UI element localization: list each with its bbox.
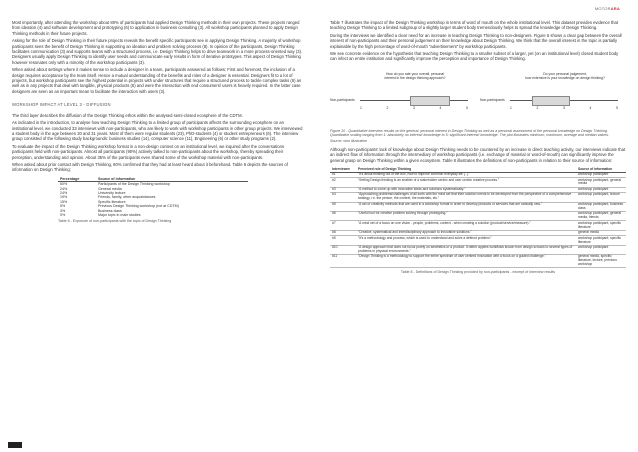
table-row <box>330 178 626 187</box>
figure-boxplots <box>330 68 626 128</box>
table-cell: 60% <box>60 182 68 187</box>
table-cell: "Design Thinking is a methodology to support the entire spectrum of user centred innovation with a focus on a guided challenge." <box>356 255 576 268</box>
table-cell: #5 <box>330 202 356 211</box>
table-cell: 5% <box>60 204 66 209</box>
figure-source: Source: own illustration <box>330 138 368 143</box>
table-cell: general media <box>576 230 626 236</box>
table-6-caption: Table 6 - Exposure of non-participants with the topic of Design Thinking <box>58 219 172 224</box>
paragraph: When asked about settings where it makes sense to include a designer in a team, participants answered as follows: First and foremost, the inclusion of a design requires acceptance by the team itself. Hence a mutual understanding of the benefits and roles of a designer is essential. Designers fit to a lot of projects, but workshop participants see the highest potential in projects with under structures that require a structured process to tackle complex tasks (6) as well as in any projects that deal with tangible, physical products (6) and were the interaction with end consumers/ users is heavily required. In the latter case designers are seen as an important mean to facilitate the interaction with users (3). <box>12 67 302 94</box>
table-row <box>330 202 626 211</box>
column-header: Interviewee <box>330 167 356 172</box>
table-row <box>58 213 248 217</box>
table-cell: workshop participant <box>576 245 626 254</box>
table-cell: workshop participant <box>576 187 626 193</box>
header-prefix: MOTOR <box>594 6 611 11</box>
row-label: Non-participants <box>480 97 505 102</box>
table-cell: #1 <box>330 172 356 178</box>
table-cell: #3 <box>330 187 356 193</box>
table-row <box>330 193 626 202</box>
paragraph: We see concrete evidence on the hypothesis that teaching Design Thinking to a smaller subset of a larger, yet (on an institutional level) closed student body can infect an entire institution and significantly improve the perception and importance of Design Thinking. <box>330 51 619 62</box>
table-cell: Specific literature <box>98 199 126 204</box>
panel-title-line: how extensive is your knowledge on design thinking? <box>525 75 605 80</box>
tick-label: 4 <box>439 105 442 110</box>
paragraph: When asked about prior contact with Design Thinking, 80% confirmed that they had at least heard about it beforehand. Table 6 depicts the sources of information on Design Thinking: <box>12 161 288 173</box>
tick-label: 3 <box>413 105 415 110</box>
table-cell: 0% <box>60 213 66 217</box>
table-cell: "Setting Design thinking is an enabler of a stakeholder centric and user centric creative process." <box>356 178 576 187</box>
table-cell: 19% <box>60 195 68 200</box>
table-cell: University lecture <box>98 190 126 195</box>
table-cell: #6 <box>330 212 356 221</box>
table-cell: Previous Design Thinking workshop (not at CDTM) <box>98 204 179 209</box>
table-8-caption: Table 8 - Definitions of Design Thinking provided by non-participants - excerpt of interview results <box>400 270 556 275</box>
row-label: Non-participants <box>330 97 355 102</box>
paragraph: Asking for the role of Design Thinking in their future projects reveals the benefit specific participants see in applying Design Thinking. A majority of workshop participants sees the benefit of Design Thinking in supporting an ideation and problem solving process (8). In opinion of the participants, Design Thinking facilitates communication (3) and supports teams with a structured process, i.e. Design Thinking helps to drive teamwork in a more process-oriented way (3). Designers usually apply Design Thinking to identify user needs and communicate early results in form of iterative prototypes. This aspect of Design Thinking however resonates only with a minority of the workshop participants (3). <box>12 38 303 65</box>
table-cell: Participants of the Design Thinking workshop <box>98 182 170 187</box>
left-column <box>12 20 304 224</box>
paragraph: The third layer describes the diffusion of the Design Thinking ethos within the analysed semi-closed ecosphere of the CDTM. <box>12 112 243 118</box>
table-cell: Major topic in main studies <box>98 213 141 217</box>
table-cell: #4 <box>330 193 356 202</box>
table-cell: "A design approach that does not focus purely on aesthetics or a product. It rather applies workflows known from design schools to several types of problems in physical environments." <box>356 245 576 254</box>
header-suffix: ARA <box>610 6 620 11</box>
table-cell: "A method to come up with innovative ideas and solutions systematically." <box>356 187 576 193</box>
table-cell: general media, specific literature, lecture, previous workshop <box>576 255 626 268</box>
paragraph: To evaluate the impact of the Design Thinking workshop format in a non-design context on an institutional level, we inquired after the conversations participants held with non-participants. Almost all participants (90%) actively talked to non-participants about the workshop, thereby spreading their perception, understanding and opinion. About 35% of the participants even shared some of the workshop material with non-participants. <box>12 143 285 160</box>
table-cell: "Creative, systematical and interdisciplinary approach to innovative solutions." <box>356 230 576 236</box>
column-header: Percentage <box>60 176 80 181</box>
table-row <box>330 212 626 221</box>
tick-label: 5 <box>466 105 468 110</box>
table-cell: "It's about thinking out of the box, how to improve common everyday life [...]" <box>356 172 576 178</box>
figure-caption: Figure 10 - Quantitative interview results on the general, personal interest in Design Thinking as well as a personal assessment of the personal knowledge on Design Thinking. Quantitative scaling ranging from 1: absolutely no interest/ knowledge to 5: significant interest/ knowledge. The plot illustrates minimum, maximum, average and median values. <box>330 128 610 138</box>
table-cell: "Approaching problems/challenges of all sorts with the mind set that their solution needs to be developed from the perspective of a comprehensive strategy, i.e. the person, the context, the materials, etc." <box>356 193 576 202</box>
panel-title-line: interest in the design thinking approach? <box>384 75 446 80</box>
paragraph: Although non-participants' lack of knowledge about Design Thinking needs to be countered by an increase in direct teaching activity, our interviews indicate that an indirect flow of information through the intermediary of workshop participants (i.e. exchange of material or word-of-mouth) can significantly improve the general grasp on Design Thinking within a given ecosystem. Table 8 illustrates the definitions of non-participants in relation to their source of information: <box>330 147 626 163</box>
tick-labels <box>510 106 618 110</box>
table-cell: #2 <box>330 178 356 187</box>
table-cell: workshop participant, lecture <box>576 193 626 202</box>
table-cell: 24% <box>60 186 68 191</box>
publisher-logo <box>8 442 22 448</box>
table-cell: "It's a methodology and process, which is used to understand and solve a defined problem." <box>356 236 576 245</box>
table-cell: 24% <box>60 190 68 195</box>
table-row <box>330 221 626 230</box>
paragraph: As indicated in the introduction, to analyse how teaching Design Thinking to a limited group of participants affects the surrounding ecosphere on an institutional level, we conducted 33 interviews with non-participants, who are likely to work with workshop participants in other group projects. We interviewed a student body in the age between 20 and 31 years. Most of them were regular students (23), PhD-students (4) or student entrepreneurs (6). The interview group consisted of the following study backgrounds: business studies (14), computer science (11), Engineering (6) or other study programs (2). <box>12 120 303 142</box>
table-cell: 15% <box>60 199 68 204</box>
panel-title <box>510 72 620 80</box>
panel-title <box>360 72 470 80</box>
table-6 <box>58 177 248 218</box>
table-8 <box>330 167 626 268</box>
table-cell: #8 <box>330 230 356 236</box>
table-row <box>330 236 626 245</box>
section-title: WORKSHOP IMPACT AT LEVEL 3 - DIFFUSION <box>12 102 111 108</box>
tick-label: 1 <box>510 105 512 110</box>
table-cell: Business class <box>98 208 122 213</box>
table-cell: "A mind set of a focus on one vision - people, problems, context - when creating a solution (product/service/measure)." <box>356 221 576 230</box>
table-cell: 3% <box>60 208 66 213</box>
table-cell: #10 <box>330 245 356 254</box>
table-8-body <box>330 172 626 268</box>
table-cell: Friends, family, other acquaintances <box>98 195 156 200</box>
column-header: Source of information <box>98 176 136 181</box>
interest-panel <box>330 68 470 124</box>
knowledge-panel <box>480 68 620 124</box>
table-cell: workshop participant <box>576 172 626 178</box>
table-cell: workshop participant, general media, friends <box>576 212 626 221</box>
table-cell: #11 <box>330 255 356 268</box>
table-cell: "A set of creativity methods that are used in a workshop format in order to develop products or services that are radically new." <box>356 202 576 211</box>
tick-label: 2 <box>536 105 539 110</box>
running-header <box>595 6 620 11</box>
table-cell: #7 <box>330 221 356 230</box>
interest-box <box>410 96 450 106</box>
panel-title-line: Do your personal judgement, <box>543 71 587 76</box>
tick-labels <box>360 106 468 110</box>
panel-title-line: How do you rate your overall, personal <box>385 71 445 76</box>
paragraph: Most importantly, after attending the workshop about 80% of participants had applied Design Thinking methods in their own projects. These projects ranged from ideation (4) and software development and prototyping (6) to application in business consulting (3). All workshop participants planned to apply Design Thinking methods in their future projects. <box>12 20 300 36</box>
tick-label: 4 <box>589 105 592 110</box>
tick-label: 5 <box>616 105 618 110</box>
table-cell: #9 <box>330 236 356 245</box>
table-6-body <box>58 182 248 218</box>
table-cell: workshop participant, general media <box>576 178 626 187</box>
table-cell: workshop participant, specific literature <box>576 236 626 245</box>
table-row <box>330 255 626 268</box>
tick-label: 3 <box>563 105 565 110</box>
column-header: Source of information <box>576 167 626 172</box>
right-column <box>330 20 626 276</box>
tick-label: 1 <box>360 105 362 110</box>
tick-label: 2 <box>386 105 389 110</box>
paragraph: Table 7 illustrates the impact of the Design Thinking workshop in terms of word of mouth on the whole institutional level. This dataset provides evidence that teaching Design Thinking to a limited subgroup of a slightly larger student body tremendously helps to spread the knowledge of Design Thinking. <box>330 20 619 31</box>
column-header: Perceived role of Design Thinking <box>356 167 576 172</box>
paragraph: During the interviews we identified a clear need for an increase in teaching Design Thinking to non-designers. Figure 5 shows a clear gap between the overall interest of non-participants and their personal judgement on their knowledge about Design Thinking. We think that the overall interest in the topic is partially explainable by the high percentage of word-of-mouth "advertisement" by workshop participants. <box>330 32 622 49</box>
table-cell: General media <box>98 186 122 191</box>
knowledge-box <box>532 96 570 106</box>
table-cell: workshop participant, business class <box>576 202 626 211</box>
table-cell: workshop participant, specific literature <box>576 221 626 230</box>
table-cell: "Useful tool for creative problem solving through prototyping." <box>356 212 576 221</box>
table-row <box>330 245 626 254</box>
